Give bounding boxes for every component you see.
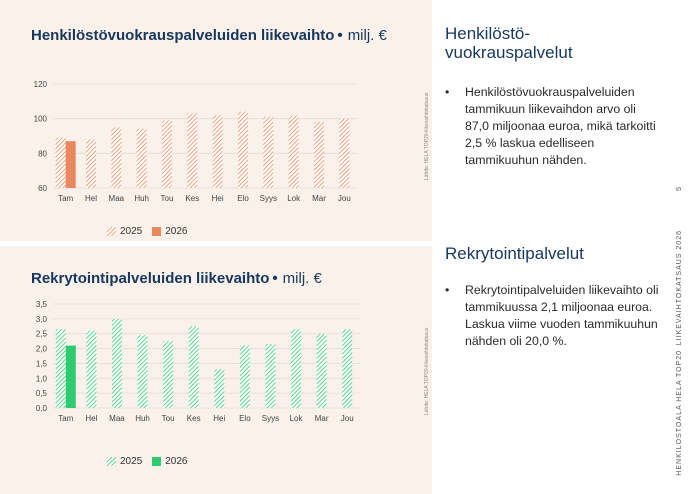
chart1-xtick-Maa: Maa	[108, 194, 125, 203]
chart2-bar-2025-Lok	[291, 329, 301, 408]
chart1-xtick-Elo: Elo	[237, 194, 249, 203]
chart1-ytick: 80	[38, 149, 47, 159]
section2-bullet: •	[445, 283, 450, 297]
chart2-ytick: 2,5	[35, 329, 47, 339]
chart1-ytick: 100	[33, 114, 47, 124]
chart1-bar-2025-Syys	[263, 117, 273, 188]
chart1-bar-2026-Tam	[66, 141, 76, 188]
chart2-title-dot: •	[272, 270, 278, 287]
chart1-xtick-Hei: Hei	[211, 194, 224, 203]
chart2-ytick: 2,0	[35, 344, 47, 354]
chart1-unit: milj. €	[347, 27, 387, 44]
chart2-unit: milj. €	[282, 270, 322, 287]
chart2-ytick: 0,5	[35, 389, 47, 399]
chart2-legend-swatch-2026	[152, 457, 161, 466]
chart2-xtick-Elo: Elo	[239, 414, 251, 423]
chart1-ytick: 120	[33, 80, 47, 89]
chart2-bar-2026-Tam	[66, 346, 76, 408]
section1-heading	[445, 24, 573, 62]
chart2-bar-2025-Kes	[189, 326, 199, 408]
chart2-xtick-Hei: Hei	[213, 414, 226, 423]
page-number: 5	[676, 186, 683, 191]
chart1-bar-2025-Maa	[111, 127, 121, 188]
chart1-legend-swatch-2026	[152, 227, 161, 236]
section1-paragraph	[445, 84, 660, 169]
section1-heading-line1: Henkilöstö-	[445, 24, 531, 43]
chart2-ytick: 1,5	[35, 359, 47, 369]
chart2-xtick-Syys: Syys	[261, 414, 280, 423]
chart1-bar-2025-Kes	[187, 113, 197, 188]
section1-text: Henkilöstövuokrauspalveluiden tammikuun liikevaihdon arvo oli 87,0 miljoonaa euroa, mikä tarkoitti 2,5 % laskua edelliseen tammikuuhun nähden.	[465, 85, 656, 167]
chart2-bar-2025-Tam	[56, 329, 66, 408]
chart2-xtick-Tou: Tou	[161, 414, 175, 423]
chart2-xtick-Tam: Tam	[58, 414, 74, 423]
chart1-title-text: Henkilöstövuokrauspalveluiden liikevaihto	[31, 27, 335, 44]
chart2-xtick-Lok: Lok	[289, 414, 303, 423]
chart1-xtick-Hel: Hel	[84, 194, 98, 203]
chart1-legend	[107, 226, 198, 237]
chart2-bar-2025-Jou	[342, 329, 352, 408]
chart1-bar-2025-Hei	[213, 115, 223, 188]
chart1-xtick-Mar: Mar	[312, 194, 326, 203]
chart1-xtick-Syys: Syys	[259, 194, 278, 203]
chart2-bar-2025-Hel	[86, 331, 96, 408]
chart1-xtick-Jou: Jou	[337, 194, 351, 203]
report-label: LIIKEVAIHTOKATSAUS 2026	[676, 230, 683, 346]
chart2-xtick-Huh: Huh	[135, 414, 150, 423]
chart1-legend-2026	[152, 226, 187, 237]
chart2-bar-2025-Syys	[265, 344, 275, 408]
chart1-bar-2025-Mar	[314, 122, 324, 188]
chart1-ytick: 60	[38, 184, 47, 193]
section1-heading-line2: vuokrauspalvelut	[445, 43, 573, 62]
chart2-xtick-Jou: Jou	[340, 414, 354, 423]
chart1-xtick-Tam: Tam	[58, 194, 74, 203]
chart1-bar-2025-Lok	[289, 115, 299, 188]
chart1-bar-2025-Jou	[339, 119, 349, 188]
chart2-legend-2026	[152, 456, 187, 467]
chart2-xtick-Hel: Hel	[85, 414, 98, 423]
chart2-bar-2025-Elo	[240, 346, 250, 408]
chart2-ytick: 1,0	[35, 374, 47, 384]
chart2-legend-label-2026: 2026	[165, 456, 188, 467]
chart2-legend	[107, 456, 198, 467]
chart1-bar-2025-Hel	[86, 139, 96, 188]
chart1-legend-label-2026: 2026	[165, 226, 188, 237]
chart2-ytick: 3,5	[35, 300, 47, 309]
section2-text: Rekrytointipalveluiden liikevaihto oli tammikuussa 2,1 miljoonaa euroa. Laskua viime vuoden tammikuuhun nähden oli 20,0 %.	[465, 283, 659, 348]
chart2-bar-2025-Hei	[214, 369, 224, 408]
chart2-xtick-Maa: Maa	[109, 414, 125, 423]
chart1-xtick-Lok: Lok	[287, 194, 301, 203]
chart2-legend-swatch-2025	[107, 457, 116, 466]
section1-bullet: •	[445, 85, 450, 99]
chart2-svg	[0, 246, 432, 494]
chart1-legend-2025	[107, 226, 142, 237]
chart1-bar-2025-Tam	[56, 138, 66, 188]
section2-heading: Rekrytointipalvelut	[445, 244, 584, 263]
chart1-bar-2025-Huh	[137, 129, 147, 188]
chart1-bar-2025-Elo	[238, 112, 248, 188]
chart2-bar-2025-Huh	[138, 335, 148, 408]
chart1-legend-swatch-2025	[107, 227, 116, 236]
chart2-bar-2025-Maa	[112, 319, 122, 408]
chart2-bar-2025-Tou	[163, 341, 173, 408]
chart2-legend-label-2025: 2025	[120, 456, 143, 467]
chart2-source: Lähde: HELA TOP20-liikevaihtokatsaus	[424, 327, 430, 415]
chart2-ytick: 0,0	[35, 404, 47, 413]
chart1-bar-2025-Tou	[162, 120, 172, 188]
section2-paragraph	[445, 282, 660, 350]
chart2-bar-2025-Mar	[317, 334, 327, 408]
chart2-xtick-Kes: Kes	[186, 414, 201, 423]
org-label: HENKILÖSTÖALA HELA TOP20	[676, 350, 683, 476]
chart1-xtick-Kes: Kes	[185, 194, 200, 203]
chart1-svg	[0, 0, 432, 241]
chart1-title-dot: •	[337, 27, 343, 44]
chart1-xtick-Huh: Huh	[134, 194, 150, 203]
chart1-legend-label-2025: 2025	[120, 226, 143, 237]
chart2-title-text: Rekrytointipalveluiden liikevaihto	[31, 270, 270, 287]
chart2-xtick-Mar: Mar	[314, 414, 329, 423]
chart1-xtick-Tou: Tou	[160, 194, 174, 203]
chart2-ytick: 3,0	[35, 314, 47, 324]
chart2-legend-2025	[107, 456, 142, 467]
chart1-source: Lähde: HELA TOP20-liikevaihtokatsaus	[424, 92, 430, 180]
